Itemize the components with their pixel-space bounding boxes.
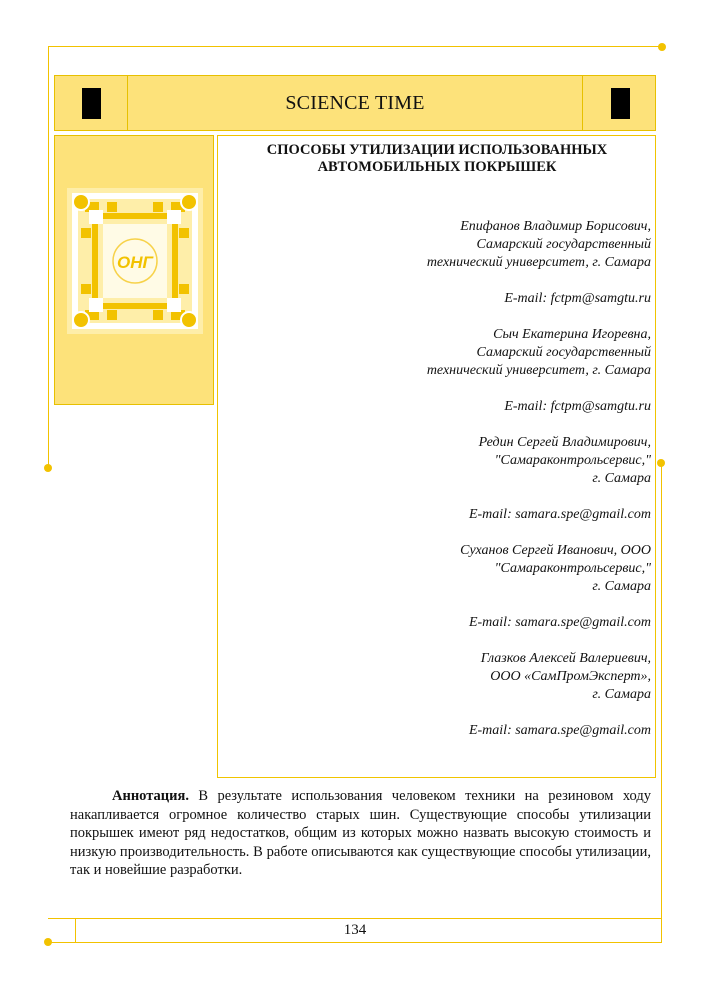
- author-entry: [271, 434, 651, 524]
- author-affiliation: г. Самара: [592, 471, 651, 486]
- footer-divider: [75, 918, 76, 942]
- author-name: Редин Сергей Владимирович,: [478, 435, 651, 450]
- author-email: E-mail: fctpm@samgtu.ru: [504, 399, 651, 414]
- frame-dot-right: [657, 459, 665, 467]
- article-title: [222, 142, 652, 176]
- author-entry: [271, 650, 651, 740]
- page-number: 134: [343, 922, 367, 938]
- author-name: Епифанов Владимир Борисович,: [460, 219, 651, 234]
- logo-panel: [54, 135, 214, 405]
- author-entry: [271, 542, 651, 632]
- header-left-block: [82, 88, 101, 119]
- frame-right-line: [661, 463, 662, 943]
- header-right-cell: [582, 76, 655, 130]
- author-affiliation: ООО «СамПромЭксперт»,: [490, 669, 651, 684]
- frame-left-line: [48, 46, 49, 468]
- footer-top-line: [48, 918, 662, 919]
- abstract-text: В результате использования человеком техники на резиновом ходу накапливается огромное количество старых шин. Существующие способы утилизации покрышек имеют ряд недостатков, общим из которых можно назвать высокую стоимость и низкую производительность. В работе описываются как существующие способы утилизации, так и новейшие разработки.: [70, 788, 652, 878]
- abstract-label: Аннотация.: [112, 788, 189, 804]
- header-right-block: [611, 88, 630, 119]
- ong-ornament-logo: [67, 188, 203, 334]
- author-email: E-mail: samara.spe@gmail.com: [468, 723, 651, 738]
- author-entry: [271, 218, 651, 308]
- frame-dot-left: [44, 464, 52, 472]
- author-affiliation: г. Самара: [592, 579, 651, 594]
- author-affiliation: г. Самара: [592, 687, 651, 702]
- frame-top-line: [48, 46, 662, 47]
- journal-header: [54, 75, 656, 131]
- footer-bottom-line: [48, 942, 662, 943]
- author-name: Глазков Алексей Валериевич,: [480, 651, 651, 666]
- author-list: [271, 218, 651, 758]
- author-affiliation: "Самараконтрольсервис,": [494, 453, 651, 468]
- author-name: Суханов Сергей Иванович, ООО: [460, 543, 651, 558]
- author-affiliation: технический университет, г. Самара: [426, 363, 651, 378]
- author-affiliation: Самарский государственный: [476, 345, 651, 360]
- author-affiliation: Самарский государственный: [476, 237, 651, 252]
- frame-dot-bottom-left: [44, 938, 52, 946]
- author-affiliation: "Самараконтрольсервис,": [494, 561, 651, 576]
- author-affiliation: технический университет, г. Самара: [426, 255, 651, 270]
- author-email: E-mail: fctpm@samgtu.ru: [504, 291, 651, 306]
- header-left-cell: [55, 76, 128, 130]
- author-entry: [271, 326, 651, 416]
- abstract: [70, 787, 651, 880]
- journal-title: SCIENCE TIME: [285, 91, 425, 114]
- article-title-line-1: СПОСОБЫ УТИЛИЗАЦИИ ИСПОЛЬЗОВАННЫХ: [266, 142, 608, 158]
- author-name: Сыч Екатерина Игоревна,: [493, 327, 651, 342]
- frame-dot-top-right: [658, 43, 666, 51]
- author-email: E-mail: samara.spe@gmail.com: [468, 507, 651, 522]
- author-email: E-mail: samara.spe@gmail.com: [468, 615, 651, 630]
- logo-text: ОНГ: [117, 253, 153, 272]
- article-title-line-2: АВТОМОБИЛЬНЫХ ПОКРЫШЕК: [317, 159, 557, 175]
